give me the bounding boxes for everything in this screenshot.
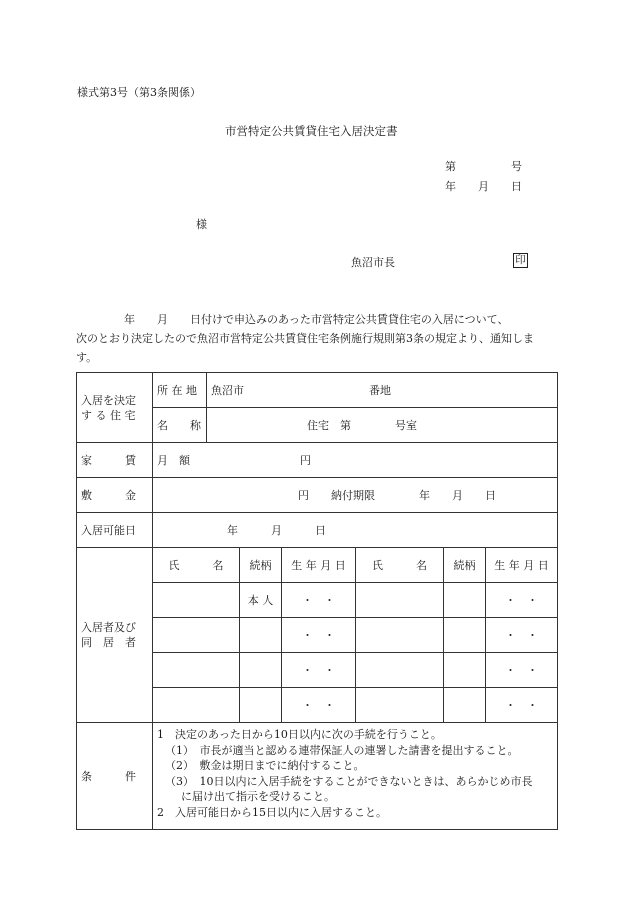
birth-dots: ・ ・ [282,653,356,688]
relation-self: 本 人 [240,583,282,618]
seal-mark: 印 [513,253,528,268]
location-banchi: 番地 [369,384,391,397]
deposit-label: 敷 金 [77,478,153,513]
resident-name-cell[interactable] [356,618,444,653]
relation-cell[interactable] [240,653,282,688]
resident-name-cell[interactable] [153,688,240,723]
condition-item: 2 入居可能日から15日以内に入居すること。 [157,805,387,819]
relation-cell[interactable] [240,688,282,723]
residents-label-line1: 入居者及び [81,621,136,634]
relation-cell[interactable] [240,618,282,653]
col-relation-right: 続柄 [444,548,486,583]
housing-label-line1: 入居を決定 [81,393,136,407]
col-birth-right: 生 年 月 日 [486,548,558,583]
condition-item: （3） 10日以内に入居手続をすることができないときは、あらかじめ市長 [165,774,533,788]
name-label: 名 称 [153,408,207,443]
relation-cell[interactable] [444,688,486,723]
rent-value: 月 額 円 [153,443,558,478]
document-title: 市営特定公共賃貸住宅入居決定書 [225,124,398,138]
condition-item: に届け出て指示を受けること。 [181,790,335,803]
housing-label [77,373,153,443]
birth-dots: ・ ・ [282,583,356,618]
housing-label-line2: す る 住 宅 [81,408,136,422]
form-number: 様式第3号（第3条関係） [77,86,201,99]
condition-item: （2） 敷金は期日までに納付すること。 [165,759,365,772]
location-city: 魚沼市 [211,384,244,397]
condition-item: 1 決定のあった日から10日以内に次の手続を行うこと。 [157,728,442,741]
residents-label [77,548,153,723]
col-relation-left: 続柄 [240,548,282,583]
birth-dots: ・ ・ [486,583,558,618]
paragraph-rest: 次のとおり決定したので魚沼市営特定公共賃貸住宅条例施行規則第3条の規定より、通知します。 [76,332,534,364]
col-birth-left: 生 年 月 日 [282,548,356,583]
relation-cell[interactable] [444,653,486,688]
col-name-right: 氏 名 [356,548,444,583]
location-value [207,373,558,408]
move-in-value: 年 月 日 [153,513,558,548]
resident-name-cell[interactable] [153,618,240,653]
issuer-name: 魚沼市長 [351,256,395,269]
birth-dots: ・ ・ [486,653,558,688]
notice-paragraph [76,310,554,367]
col-name-left: 氏 名 [153,548,240,583]
decision-table [76,372,558,830]
resident-name-cell[interactable] [356,583,444,618]
addressee-suffix: 様 [196,218,207,231]
condition-item: （1） 市長が適当と認める連帯保証人の連署した請書を提出すること。 [165,743,519,757]
document-number: 第 号 [445,160,522,173]
conditions-list [153,723,558,830]
resident-name-cell[interactable] [356,688,444,723]
resident-name-cell[interactable] [153,653,240,688]
conditions-label: 条 件 [77,723,153,830]
document-date: 年 月 日 [445,180,522,193]
relation-cell[interactable] [444,618,486,653]
resident-name-cell[interactable] [153,583,240,618]
location-label: 所 在 地 [153,373,207,408]
residents-label-line2: 同 居 者 [81,636,136,649]
birth-dots: ・ ・ [282,688,356,723]
birth-dots: ・ ・ [282,618,356,653]
birth-dots: ・ ・ [486,618,558,653]
paragraph-lead: 年 月 日付けで申込みのあった市営特定公共賃貸住宅の入居について、 [124,313,509,326]
name-value: 住宅 第 号室 [207,408,558,443]
deposit-value: 円 納付期限 年 月 日 [153,478,558,513]
resident-name-cell[interactable] [356,653,444,688]
relation-cell[interactable] [444,583,486,618]
birth-dots: ・ ・ [486,688,558,723]
move-in-label: 入居可能日 [77,513,153,548]
rent-label: 家 賃 [77,443,153,478]
